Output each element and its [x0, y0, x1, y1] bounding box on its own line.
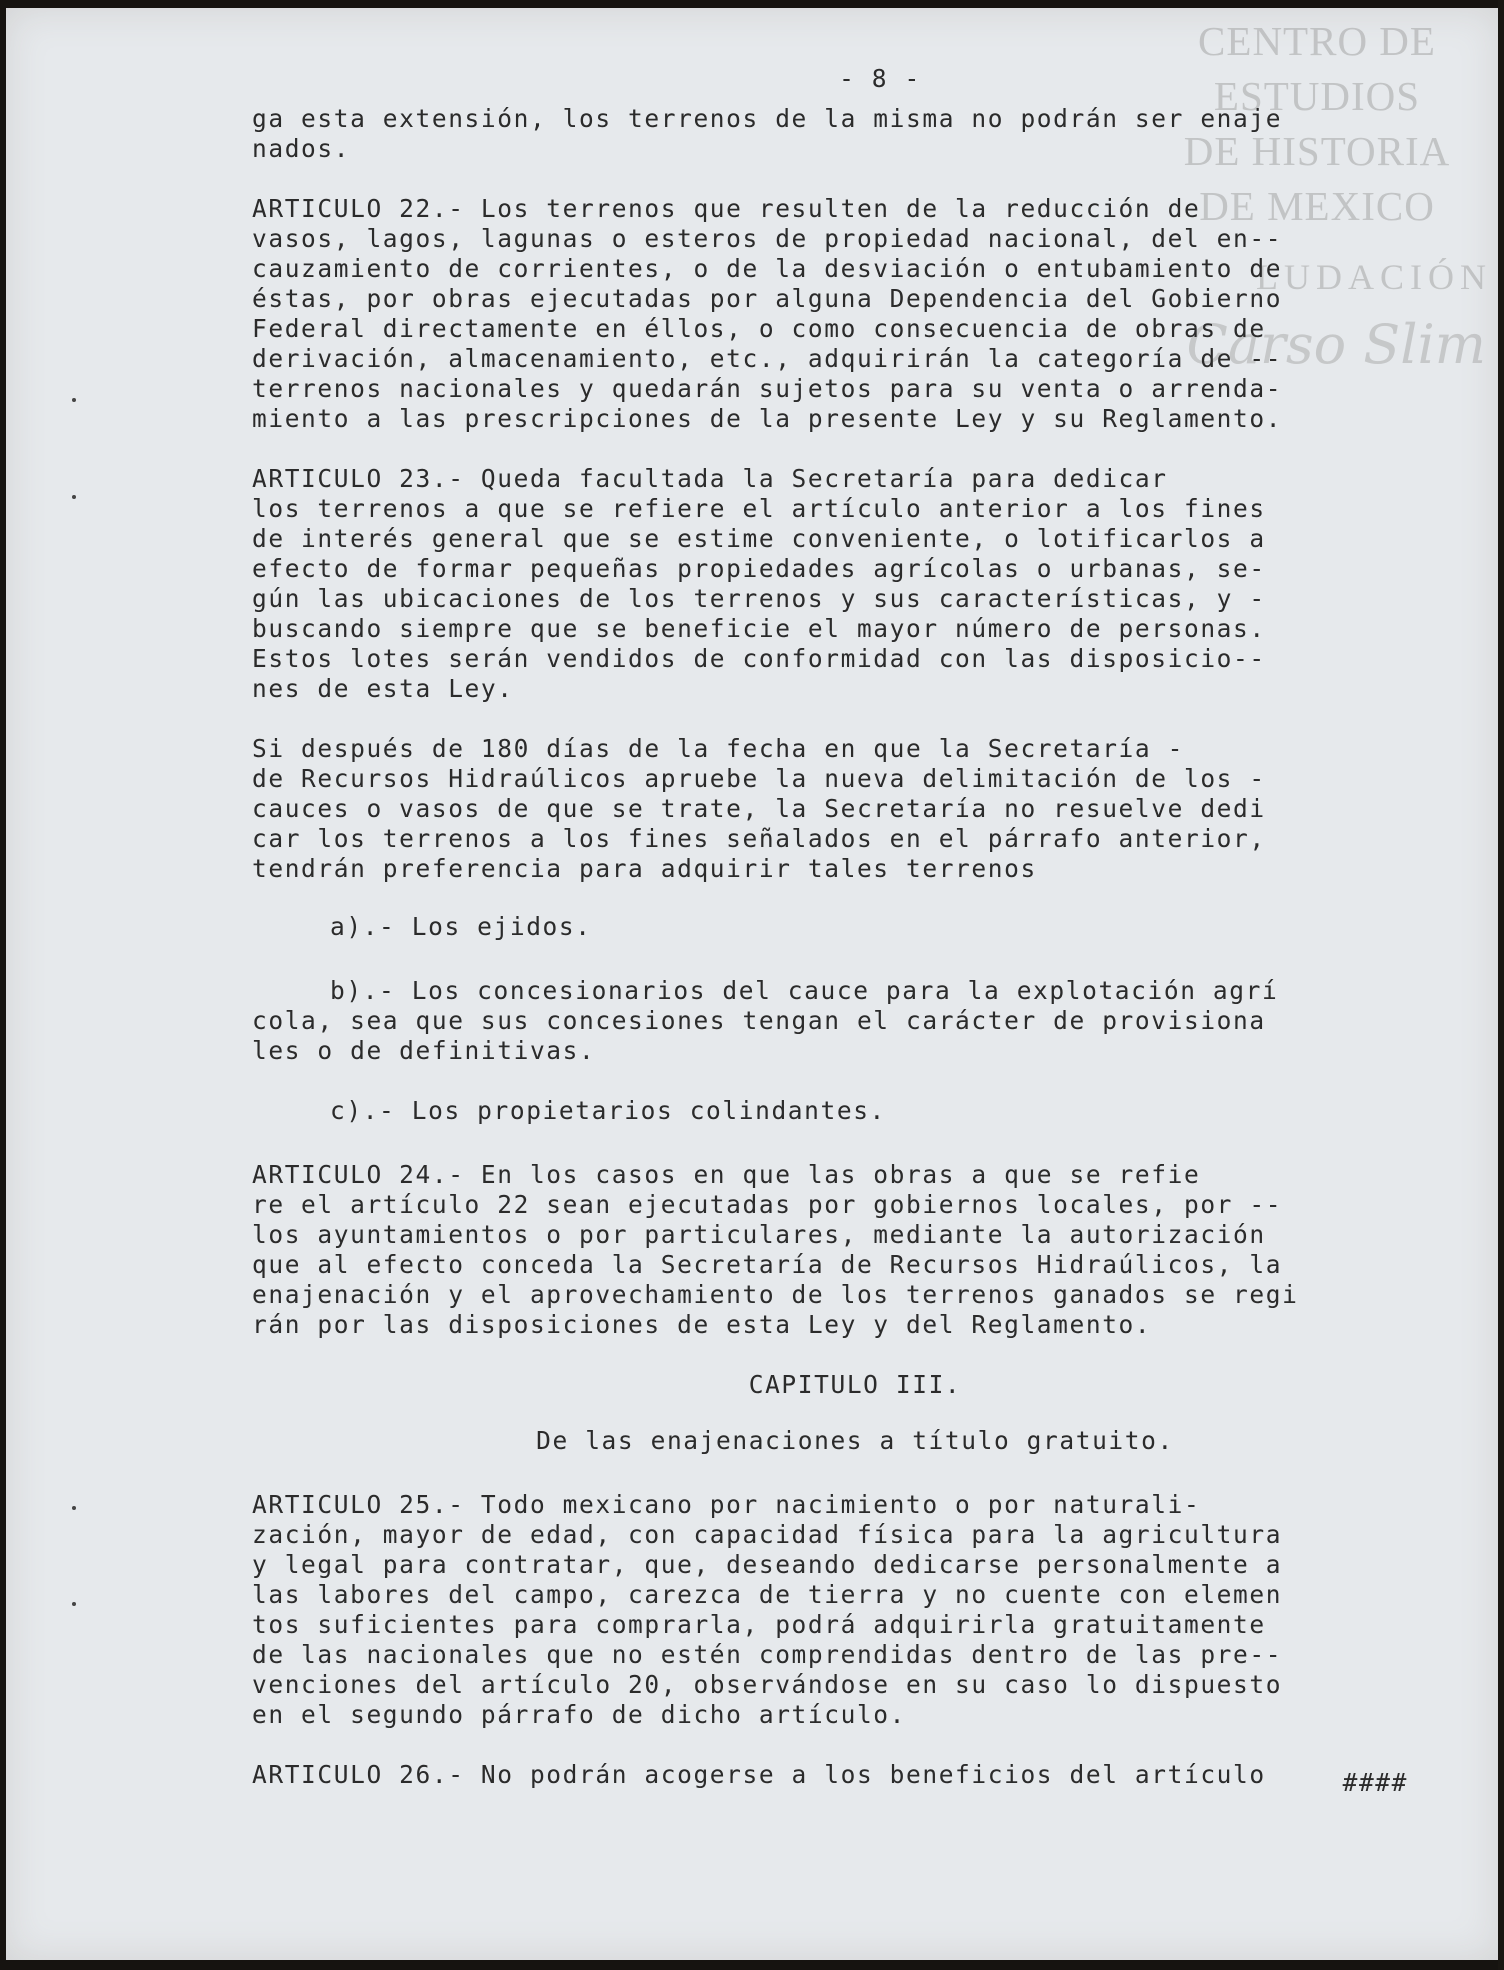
page-number: - 8 -: [839, 64, 921, 93]
list-item-b: [252, 976, 1418, 1066]
article-24: ARTICULO 24.- En los casos en que las obras a que se refie re el artículo 22 sean ejecutadas por gobiernos locales, por -- los ayuntamientos o por particulares, mediante la autorización que al efecto conceda la Secretaría de Recursos Hidraúlicos, la enajenación y el aprovechamiento de los terrenos ganados se regi rán por las disposiciones de esta Ley y del Reglamento.: [252, 1160, 1299, 1339]
list-item-b-text: [252, 976, 1418, 1066]
archive-watermark: CENTRO DE ESTUDIOS DE HISTORIA DE MEXICO: [1183, 18, 1451, 229]
margin-dot: [72, 398, 76, 402]
article-22: ARTICULO 22.- Los terrenos que resulten de la reducción de vasos, lagos, lagunas o esteros de propiedad nacional, del en-- cauzamiento de corrientes, o de la desviación o entubamiento de éstas, por obras ejecutadas por alguna Dependencia del Gobierno Federal directamente en éllos, o como consecuencia de obras de derivación, almacenamiento, etc., adquirirán la categoría de -- terrenos nacionales y quedarán sujetos para su venta o arrenda- miento a las prescripciones de la presente Ley y su Reglamento.: [252, 194, 1283, 433]
article-23: ARTICULO 23.- Queda facultada la Secretaría para dedicar los terrenos a que se refiere el artículo anterior a los fines de interés general que se estime conveniente, o lotificarlos a efecto de formar pequeñas propiedades agrícolas o urbanas, se- gún las ubicaciones de los terrenos y sus características, y - buscando siempre que se beneficie el mayor número de personas. Estos lotes serán vendidos de conformidad con las disposicio-- nes de esta Ley.: [252, 464, 1266, 703]
document-body: [252, 64, 1418, 1798]
watermark-fragment: LUDACIÓN: [1256, 257, 1492, 297]
article-25: ARTICULO 25.- Todo mexicano por nacimiento o por naturali- zación, mayor de edad, con capacidad física para la agricultura y legal para contratar, que, deseando dedicarse personalmente a las labores del campo, carezca de tierra y no cuente con elemen tos suficientes para comprarla, podrá adquirirla gratuitamente de las nacionales que no estén comprendidas dentro de las pre-- venciones del artículo 20, observándose en su caso lo dispuesto en el segundo párrafo de dicho artículo.: [252, 1490, 1283, 1729]
list-item-b-line: les o de definitivas.: [252, 1036, 596, 1065]
chapter-title: CAPITULO III.: [748, 1370, 962, 1399]
margin-dot: [72, 1506, 76, 1510]
scan-edge: [1498, 0, 1504, 1970]
continuation-mark: ####: [1342, 1768, 1408, 1797]
paragraph-continuation: ga esta extensión, los terrenos de la misma no podrán ser enaje nados.: [252, 104, 1283, 163]
list-item-b-line: b).- Los concesionarios del cauce para la explotación agrí: [330, 976, 1279, 1005]
article-23-second-paragraph: Si después de 180 días de la fecha en que la Secretaría - de Recursos Hidraúlicos apruebe la nueva delimitación de los - cauces o vasos de que se trate, la Secretaría no resuelve dedi car los terrenos a los fines señalados en el párrafo anterior, tendrán preferencia para adquirir tales terrenos: [252, 734, 1266, 883]
list-item-c: c).- Los propietarios colindantes.: [330, 1096, 886, 1125]
margin-dot: [72, 1602, 76, 1606]
article-26: ARTICULO 26.- No podrán acogerse a los beneficios del artículo: [252, 1760, 1266, 1789]
list-item-b-line: cola, sea que sus concesiones tengan el carácter de provisiona: [252, 1006, 1266, 1035]
signature-watermark: Carso Slim: [1186, 313, 1486, 376]
margin-dot: [72, 495, 76, 499]
document-page: [6, 8, 1500, 1960]
chapter-subtitle: De las enajenaciones a título gratuito.: [536, 1426, 1174, 1455]
list-item-a: a).- Los ejidos.: [330, 912, 592, 941]
